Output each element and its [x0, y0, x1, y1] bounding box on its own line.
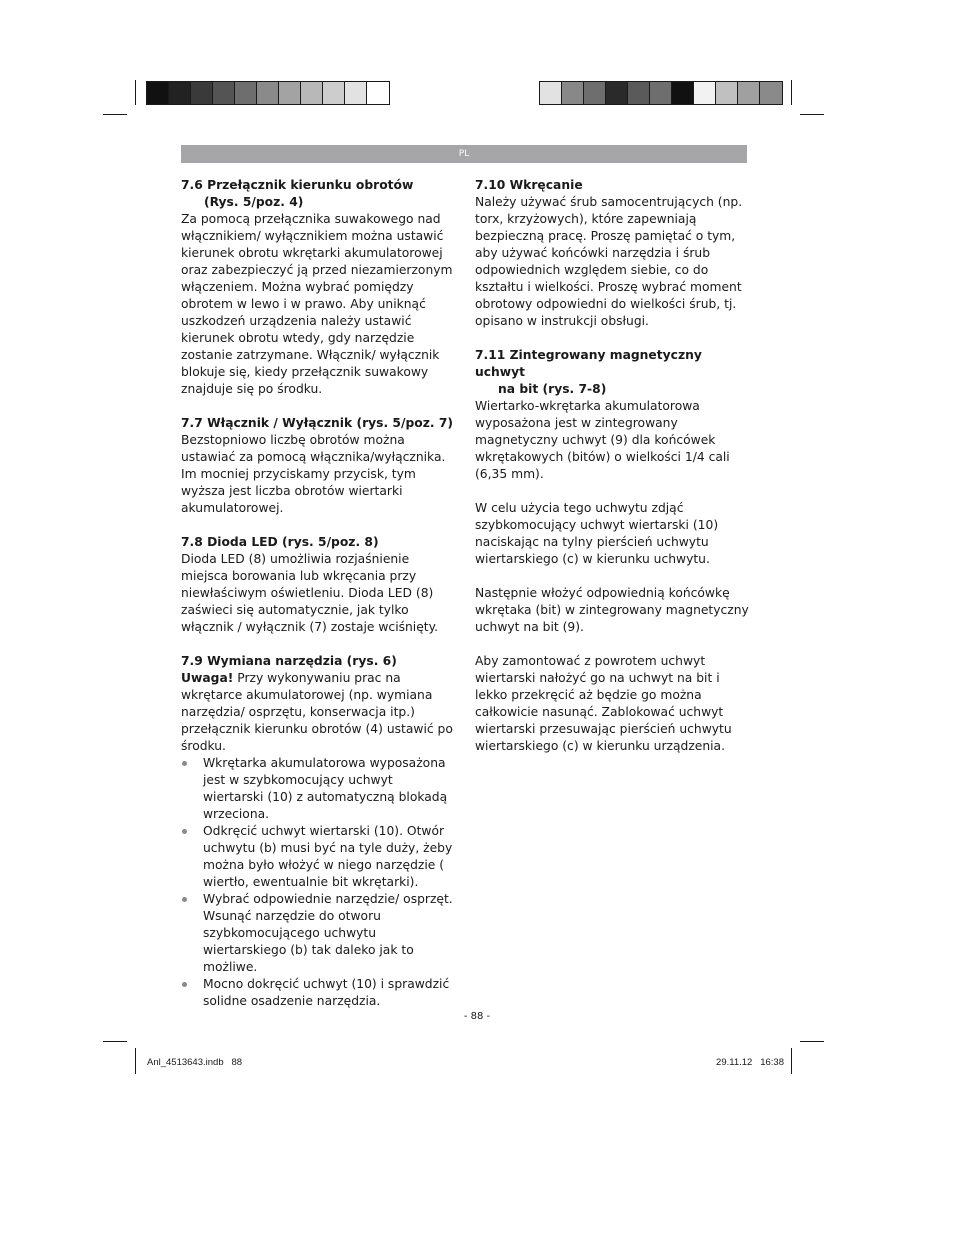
crop-mark	[791, 80, 792, 105]
crop-mark	[791, 1048, 792, 1074]
left-column	[181, 177, 456, 1027]
color-swatch	[367, 82, 389, 104]
crop-mark	[800, 114, 824, 115]
color-calibration-bar-right	[539, 81, 783, 105]
section-heading	[475, 347, 749, 398]
warning-label: Uwaga!	[181, 671, 234, 685]
bullet-list	[181, 755, 456, 1010]
color-swatch	[650, 82, 672, 104]
bullet-icon	[182, 897, 187, 902]
bullet-icon	[182, 829, 187, 834]
crop-mark	[135, 80, 136, 105]
section-heading	[181, 177, 456, 211]
list-item	[181, 755, 456, 823]
warning-paragraph	[181, 670, 456, 755]
color-swatch	[628, 82, 650, 104]
page-number: - 88 -	[463, 1011, 491, 1022]
section-body: Bezstopniowo liczbę obrotów można ustawiać za pomocą włącznika/wyłącznika. Im mocniej przyciskamy przycisk, tym wyższa jest liczba obrotów wiertarki akumulatorowej.	[181, 433, 446, 515]
section-7-10	[475, 177, 749, 330]
section-7-7	[181, 415, 456, 517]
color-swatch	[345, 82, 367, 104]
section-7-11	[475, 347, 749, 755]
color-swatch	[169, 82, 191, 104]
color-swatch	[606, 82, 628, 104]
crop-mark	[800, 1041, 824, 1042]
section-heading: 7.8 Dioda LED (rys. 5/poz. 8)	[181, 535, 379, 549]
language-header-bar	[181, 145, 747, 163]
list-item	[181, 976, 456, 1010]
section-heading: 7.10 Wkręcanie	[475, 178, 583, 192]
color-calibration-bar-left	[146, 81, 390, 105]
section-body: W celu użycia tego uchwytu zdjąć szybkomocujący uchwyt wiertarski (10) naciskając na tylny pierścień uchwytu wiertarskiego (c) w kierunku uchwytu.	[475, 501, 719, 566]
color-swatch	[738, 82, 760, 104]
color-swatch	[694, 82, 716, 104]
bullet-icon	[182, 982, 187, 987]
heading-line: (Rys. 5/poz. 4)	[204, 195, 304, 209]
heading-line: 7.6 Przełącznik kierunku obrotów	[181, 178, 414, 192]
right-column	[475, 177, 749, 772]
section-7-6	[181, 177, 456, 398]
warning-text: Przy wykonywaniu prac na wkrętarce akumulatorowej (np. wymiana narzędzia/ osprzętu, konserwacja itp.) przełącznik kierunku obrotów (4) ustawić po środku.	[181, 671, 453, 753]
list-item-text: Wybrać odpowiednie narzędzie/ osprzęt. Wsunąć narzędzie do otworu szybkomocującego uchwytu wiertarskiego (b) tak daleko jak to możliwe.	[203, 892, 453, 974]
color-swatch	[213, 82, 235, 104]
section-body: Następnie włożyć odpowiednią końcówkę wkrętaka (bit) w zintegrowany magnetyczny uchwyt na bit (9).	[475, 586, 749, 634]
footer-filename: Anl_4513643.indb 88	[147, 1057, 243, 1068]
list-item-text: Odkręcić uchwyt wiertarski (10). Otwór uchwytu (b) musi być na tyle duży, żeby można było włożyć w niego narzędzie ( wiertło, ewentualnie bit wkrętarki).	[203, 824, 453, 889]
heading-line: na bit (rys. 7-8)	[498, 382, 607, 396]
color-swatch	[257, 82, 279, 104]
color-swatch	[672, 82, 694, 104]
color-swatch	[301, 82, 323, 104]
footer-timestamp: 29.11.12 16:38	[716, 1057, 784, 1068]
section-7-9	[181, 653, 456, 1010]
language-label: PL	[458, 149, 470, 159]
color-swatch	[191, 82, 213, 104]
color-swatch	[279, 82, 301, 104]
color-swatch	[584, 82, 606, 104]
crop-mark	[103, 1041, 127, 1042]
list-item-text: Mocno dokręcić uchwyt (10) i sprawdzić solidne osadzenie narzędzia.	[203, 977, 450, 1008]
crop-mark	[135, 1048, 136, 1074]
list-item-text: Wkrętarka akumulatorowa wyposażona jest w szybkomocujący uchwyt wiertarski (10) z automatyczną blokadą wrzeciona.	[203, 756, 448, 821]
section-heading: 7.9 Wymiana narzędzia (rys. 6)	[181, 654, 397, 668]
heading-line: 7.11 Zintegrowany magnetyczny uchwyt	[475, 348, 702, 379]
bullet-icon	[182, 761, 187, 766]
section-body: Wiertarko-wkrętarka akumulatorowa wyposażona jest w zintegrowany magnetyczny uchwyt (9) dla końcówek wkrętakowych (bitów) o wielkości 1/4 cali (6,35 mm).	[475, 399, 730, 481]
color-swatch	[323, 82, 345, 104]
color-swatch	[235, 82, 257, 104]
section-body: Aby zamontować z powrotem uchwyt wiertarski nałożyć go na uchwyt na bit i lekko przekręcić aż będzie go można całkowicie nasunąć. Zablokować uchwyt wiertarski przesuwając pierścień uchwytu wiertarskiego (c) w kierunku urządzenia.	[475, 654, 732, 753]
section-7-8	[181, 534, 456, 636]
color-swatch	[760, 82, 782, 104]
section-body: Dioda LED (8) umożliwia rozjaśnienie miejsca borowania lub wkręcania przy niewłaściwym oświetleniu. Dioda LED (8) zaświeci się automatycznie, jak tylko włącznik / wyłącznik (7) zostaje wciśnięty.	[181, 552, 439, 634]
color-swatch	[540, 82, 562, 104]
list-item	[181, 823, 456, 891]
section-heading: 7.7 Włącznik / Wyłącznik (rys. 5/poz. 7)	[181, 416, 454, 430]
section-body: Za pomocą przełącznika suwakowego nad włącznikiem/ wyłącznikiem można ustawić kierunek obrotu wkrętarki akumulatorowej oraz zabezpieczyć ją przed niezamierzonym włączeniem. Można wybrać pomiędzy obrotem w lewo i w prawo. Aby uniknąć uszkodzeń urządzenia należy ustawić kierunek obrotu wtedy, gdy narzędzie zostanie zatrzymane. Włącznik/ wyłącznik blokuje się, kiedy przełącznik suwakowy znajduje się po środku.	[181, 212, 453, 396]
color-swatch	[147, 82, 169, 104]
crop-mark	[103, 114, 127, 115]
list-item	[181, 891, 456, 976]
color-swatch	[562, 82, 584, 104]
color-swatch	[716, 82, 738, 104]
section-body: Należy używać śrub samocentrujących (np. torx, krzyżowych), które zapewniają bezpieczną pracę. Proszę pamiętać o tym, aby używać końcówki narzędzia i śrub odpowiednich względem siebie, co do kształtu i wielkości. Proszę wybrać moment obrotowy odpowiedni do wielkości śrub, tj. opisano w instrukcji obsługi.	[475, 195, 743, 328]
